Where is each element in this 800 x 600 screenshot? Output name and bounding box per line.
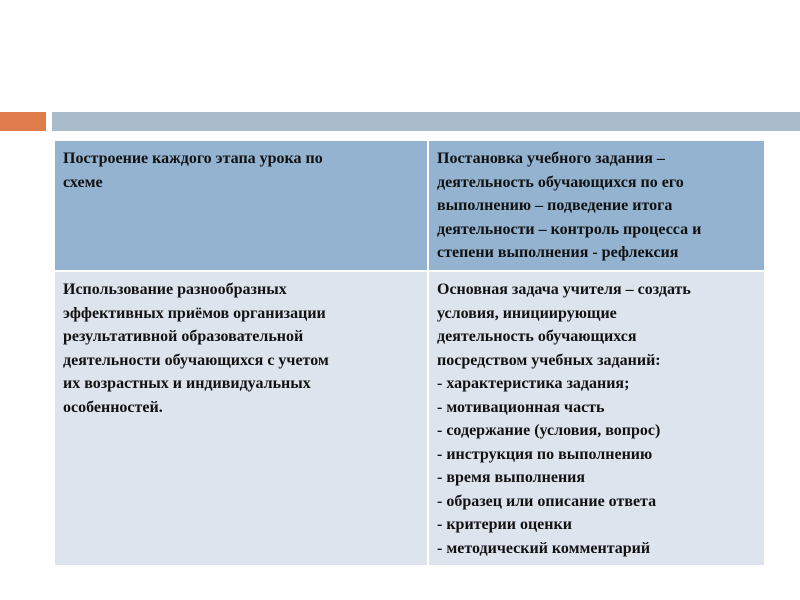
header-left-line: Построение каждого этапа урока по — [63, 150, 323, 167]
body-left-line: деятельности обучающихся с учетом — [63, 351, 329, 369]
header-cell-right — [428, 140, 765, 271]
header-left-line: схеме — [63, 173, 103, 191]
body-right-line: - содержание (условия, вопрос) — [437, 422, 661, 439]
header-right-line: степени выполнения - рефлексия — [437, 244, 679, 261]
body-left-line: результативной образовательной — [63, 328, 304, 345]
body-left-line: Использование разнообразных — [63, 281, 287, 298]
body-right-line: - время выполнения — [437, 469, 586, 486]
accent-bar-orange — [0, 112, 46, 131]
body-right-line: условия, инициирующие — [437, 304, 617, 322]
body-left-line: эффективных приёмов организации — [63, 304, 326, 322]
body-right-line: - образец или описание ответа — [437, 492, 657, 510]
accent-bar-blue — [52, 112, 800, 131]
comparison-table — [53, 139, 766, 567]
body-left-line: особенностей. — [63, 398, 163, 416]
body-right-line: - методический комментарий — [437, 539, 651, 557]
header-right-line: деятельность обучающихся по его — [437, 173, 684, 191]
header-right-line: деятельности – контроль процесса и — [437, 220, 702, 238]
body-right-line: - критерии оценки — [437, 516, 572, 533]
body-right-line: деятельность обучающихся — [437, 328, 637, 345]
body-cell-right — [428, 271, 765, 566]
body-right-line: - инструкция по выполнению — [437, 445, 653, 463]
body-right-line: посредством учебных заданий: — [437, 351, 661, 369]
body-cell-left — [54, 271, 428, 566]
header-right-line: Постановка учебного задания – — [437, 150, 665, 167]
table-body-row — [54, 271, 765, 566]
body-left-line: их возрастных и индивидуальных — [63, 375, 311, 392]
table-header-row — [54, 140, 765, 271]
body-right-line: - характеристика задания; — [437, 375, 630, 392]
header-cell-left — [54, 140, 428, 271]
body-right-line: Основная задача учителя – создать — [437, 281, 691, 298]
header-right-line: выполнению – подведение итога — [437, 197, 673, 214]
body-right-line: - мотивационная часть — [437, 398, 605, 416]
